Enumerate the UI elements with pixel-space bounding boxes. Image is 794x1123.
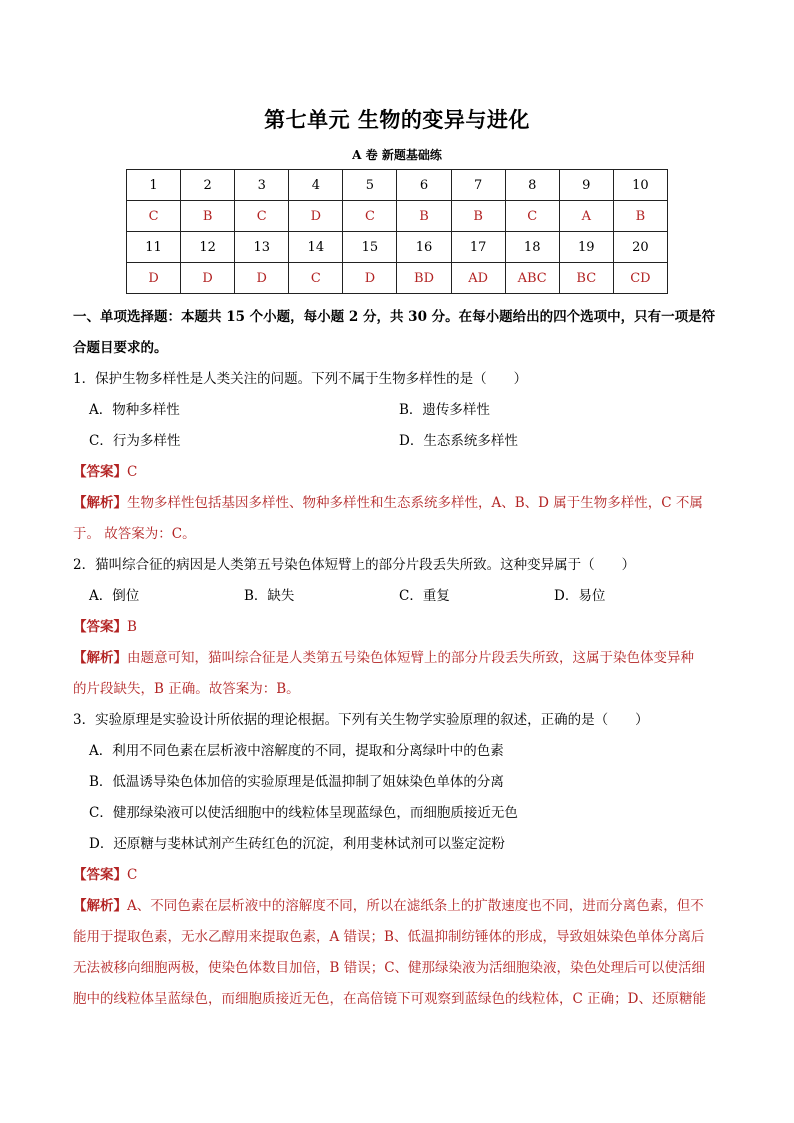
question-3-answer [73,860,725,891]
question-1-options-row-2 [73,426,725,457]
option-d: D．生态系统多样性 [399,433,518,449]
question-3-analysis-line-1 [73,891,725,922]
option-b: B．低温诱导染色体加倍的实验原理是低温抑制了姐妹染色单体的分离 [89,774,504,790]
question-number-cell: 18 [505,232,559,263]
question-number-cell: 15 [343,232,397,263]
analysis-text: 由题意可知，猫叫综合征是人类第五号染色体短臂上的部分片段丢失所致，这属于染色体变异种 [127,650,694,666]
answer-cell: D [181,263,235,294]
question-1-analysis-line-1 [73,488,725,519]
answer-cell: B [181,201,235,232]
section-heading-line-2: 合题目要求的。 [73,340,168,356]
question-number-cell: 19 [559,232,613,263]
question-2-options-row [73,581,725,612]
question-number-cell: 14 [289,232,343,263]
option-d: D．还原糖与斐林试剂产生砖红色的沉淀，利用斐林试剂可以鉴定淀粉 [89,836,505,852]
question-number-cell: 7 [451,170,505,201]
answer-value: C [127,464,138,480]
analysis-label: 【解析】 [73,650,127,666]
question-number-cell: 17 [451,232,505,263]
question-number-cell: 3 [235,170,289,201]
question-number-cell: 16 [397,232,451,263]
option-a: A．倒位 [89,588,140,604]
section-heading-line-1: 一、单项选择题：本题共 15 个小题，每小题 2 分，共 30 分。在每小题给出的四个选项中，只有一项是符 [73,309,716,325]
question-1-options-row-1 [73,395,725,426]
answer-cell: AD [451,263,505,294]
question-number-cell: 13 [235,232,289,263]
answer-cell: D [343,263,397,294]
answer-table-row-answers-2 [127,263,668,294]
answer-cell: C [235,201,289,232]
analysis-text: A、不同色素在层析液中的溶解度不同，所以在滤纸条上的扩散速度也不同，进而分离色素，但不 [127,898,704,914]
analysis-text: 生物多样性包括基因多样性、物种多样性和生态系统多样性，A、B、D 属于生物多样性，C 不属 [127,495,703,511]
answer-cell: C [505,201,559,232]
option-c: C．重复 [399,588,450,604]
answer-cell: B [397,201,451,232]
question-number-cell: 12 [181,232,235,263]
answer-value: B [127,619,137,635]
answer-cell: BC [559,263,613,294]
answer-cell: D [127,263,181,294]
question-3-analysis-line-3: 无法被移向细胞两极，使染色体数目加倍，B 错误；C、健那绿染液为活细胞染液，染色处理后可以使活细 [73,960,706,976]
answer-label: 【答案】 [73,619,127,635]
answer-cell: B [451,201,505,232]
question-number-cell: 10 [613,170,667,201]
option-b: B．遗传多样性 [399,402,490,418]
question-2-analysis-line-2: 的片段缺失，B 正确。故答案为：B。 [73,681,300,697]
option-b: B．缺失 [244,588,295,604]
question-number-cell: 9 [559,170,613,201]
answer-label: 【答案】 [73,464,127,480]
question-2-answer [73,612,725,643]
answer-cell: ABC [505,263,559,294]
option-a: A．物种多样性 [89,402,180,418]
answer-table-row-numbers-1 [127,170,668,201]
answer-table-row-numbers-2 [127,232,668,263]
analysis-label: 【解析】 [73,495,127,511]
questions-body [73,302,725,1015]
option-d: D．易位 [554,588,606,604]
question-1-stem: 1．保护生物多样性是人类关注的问题。下列不属于生物多样性的是（ ） [73,371,528,387]
question-3-stem: 3．实验原理是实验设计所依据的理论根据。下列有关生物学实验原理的叙述，正确的是（ ） [73,712,649,728]
answer-table-row-answers-1 [127,201,668,232]
question-number-cell: 5 [343,170,397,201]
answer-cell: A [559,201,613,232]
question-2-analysis-line-1 [73,643,725,674]
answer-cell: C [127,201,181,232]
question-number-cell: 8 [505,170,559,201]
option-c: C．行为多样性 [89,433,181,449]
answer-cell: C [289,263,343,294]
question-number-cell: 2 [181,170,235,201]
answer-cell: C [343,201,397,232]
question-3-analysis-line-4: 胞中的线粒体呈蓝绿色，而细胞质接近无色，在高倍镜下可观察到蓝绿色的线粒体，C 正确；D、还原糖能 [73,991,706,1007]
answer-cell: B [613,201,667,232]
question-number-cell: 1 [127,170,181,201]
question-3-analysis-line-2: 能用于提取色素，无水乙醇用来提取色素，A 错误；B、低温抑制纺锤体的形成，导致姐妹染色单体分离后 [73,929,705,945]
answer-label: 【答案】 [73,867,127,883]
option-a: A．利用不同色素在层析液中溶解度的不同，提取和分离绿叶中的色素 [89,743,504,759]
option-c: C．健那绿染液可以使活细胞中的线粒体呈现蓝绿色，而细胞质接近无色 [89,805,518,821]
analysis-label: 【解析】 [73,898,127,914]
question-2-stem: 2．猫叫综合征的病因是人类第五号染色体短臂上的部分片段丢失所致。这种变异属于（ ） [73,557,636,573]
answer-value: C [127,867,138,883]
question-1-analysis-line-2: 于。 故答案为：C。 [73,526,196,542]
question-number-cell: 20 [613,232,667,263]
question-number-cell: 4 [289,170,343,201]
page-subtitle: A 卷 新题基础练 [352,148,442,162]
question-number-cell: 6 [397,170,451,201]
answer-cell: CD [613,263,667,294]
answer-cell: BD [397,263,451,294]
answer-cell: D [289,201,343,232]
question-1-answer [73,457,725,488]
page-title: 第七单元 生物的变异与进化 [264,107,530,132]
question-number-cell: 11 [127,232,181,263]
answer-cell: D [235,263,289,294]
answer-key-table [126,169,668,294]
